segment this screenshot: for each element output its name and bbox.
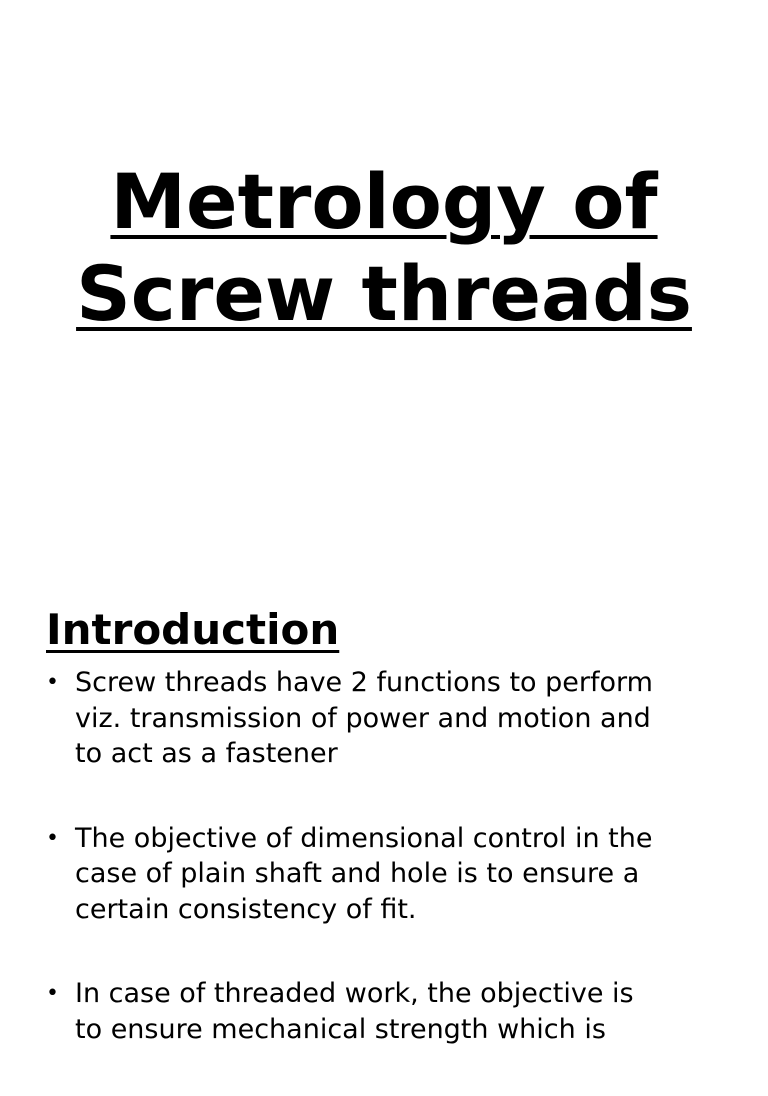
bullet-item — [46, 665, 746, 772]
bullet-item — [46, 976, 746, 1047]
bullet-text-line: case of plain shaft and hole is to ensure a — [75, 858, 640, 889]
bullet-dot-icon: • — [46, 670, 59, 695]
bullet-item — [46, 821, 746, 928]
section-heading: Introduction — [46, 605, 340, 654]
slide-title-line-2: Screw threads — [76, 249, 692, 338]
bullet-dot-icon: • — [46, 825, 59, 851]
bullet-list — [46, 665, 746, 1096]
bullet-text-line: The objective of dimensional control in the — [75, 822, 653, 854]
bullet-text-line: Screw threads have 2 functions to perform — [75, 667, 653, 698]
bullet-text-line: In case of threaded work, the objective is — [75, 978, 634, 1009]
bullet-text-line: to ensure mechanical strength which is — [75, 1013, 606, 1045]
bullet-text-line: certain consistency of fit. — [75, 893, 417, 925]
bullet-text-line: to act as a fastener — [75, 738, 338, 769]
bullet-text-line: viz. transmission of power and motion and — [75, 702, 651, 734]
slide-title — [0, 156, 768, 340]
slide-title-line-1: Metrology of — [110, 157, 658, 246]
bullet-dot-icon: • — [46, 981, 59, 1006]
